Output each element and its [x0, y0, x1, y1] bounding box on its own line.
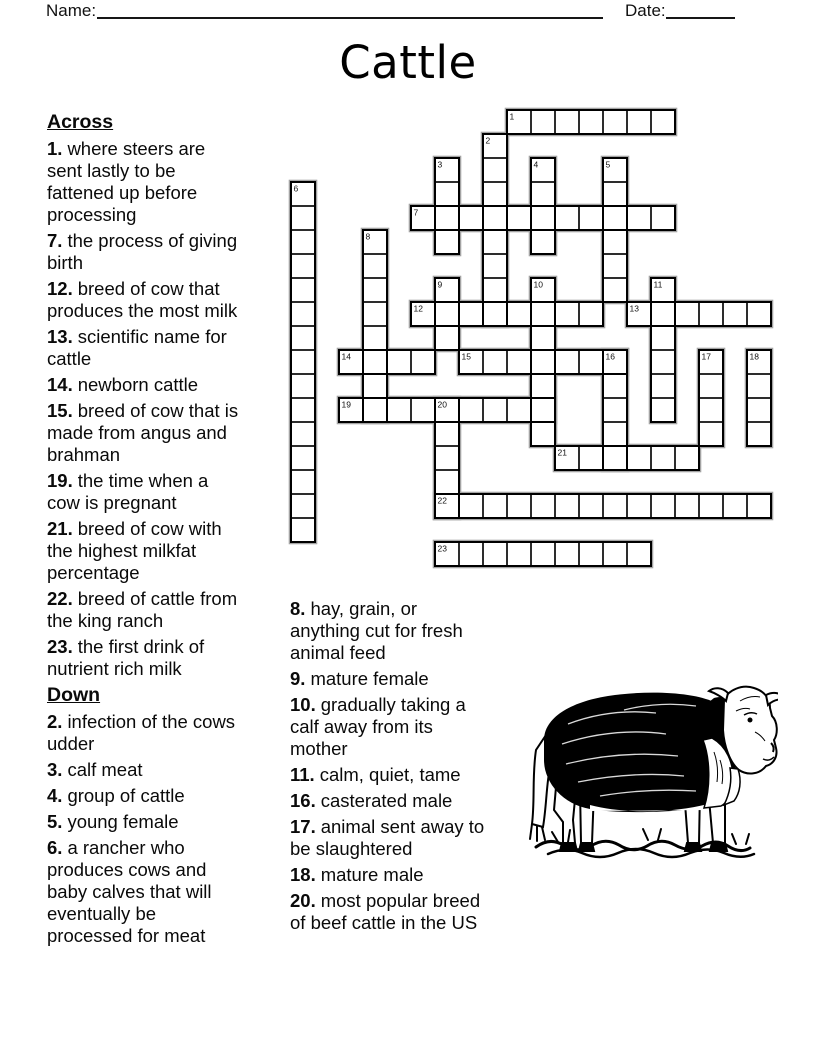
- grid-cell: [651, 302, 675, 326]
- grid-cell: [699, 494, 723, 518]
- clue-text: calm, quiet, tame: [319, 764, 461, 785]
- grid-cell: [507, 206, 531, 230]
- date-blank-line: [666, 17, 735, 19]
- grid-cell: [651, 374, 675, 398]
- grid-cell: [483, 206, 507, 230]
- grid-cell: [579, 542, 603, 566]
- clue-20: [290, 890, 486, 934]
- grid-number-20: 20: [437, 399, 447, 410]
- grid-cell: [291, 302, 315, 326]
- clue-text: the process of giving birth: [47, 230, 238, 273]
- grid-cell: [459, 302, 483, 326]
- grid-cell: [291, 254, 315, 278]
- grid-cell: [651, 206, 675, 230]
- clue-number: 15.: [47, 400, 73, 421]
- clue-number: 8.: [290, 598, 306, 619]
- grid-cell: [507, 398, 531, 422]
- clue-number: 1.: [47, 138, 63, 159]
- grid-cell: [579, 302, 603, 326]
- clue-5: [47, 811, 243, 833]
- grid-cell: [555, 542, 579, 566]
- grid-cell: [747, 494, 771, 518]
- grid-cell: [603, 374, 627, 398]
- clue-number: 12.: [47, 278, 73, 299]
- grid-cell: [483, 398, 507, 422]
- grid-cell: [603, 542, 627, 566]
- grid-cell: [555, 206, 579, 230]
- clue-number: 18.: [290, 864, 316, 885]
- grid-cell: [483, 158, 507, 182]
- clue-number: 9.: [290, 668, 306, 689]
- clue-text: breed of cow with the highest milkfat percentage: [47, 518, 222, 583]
- grid-cell: [435, 182, 459, 206]
- grid-cell: [483, 254, 507, 278]
- grid-number-2: 2: [485, 135, 491, 146]
- grid-cell: [531, 302, 555, 326]
- clue-number: 14.: [47, 374, 73, 395]
- grid-cell: [363, 302, 387, 326]
- clue-text: most popular breed of beef cattle in the US: [290, 890, 481, 933]
- clue-text: young female: [67, 811, 179, 832]
- clue-text: animal sent away to be slaughtered: [290, 816, 485, 859]
- clue-15: [47, 400, 243, 466]
- grid-cell: [435, 422, 459, 446]
- clue-text: casterated male: [320, 790, 453, 811]
- grid-cell: [555, 494, 579, 518]
- grid-cell: [603, 110, 627, 134]
- grid-cell: [675, 446, 699, 470]
- clue-11: [290, 764, 486, 786]
- cow-illustration: [528, 682, 778, 867]
- clue-number: 4.: [47, 785, 63, 806]
- grid-cell: [603, 230, 627, 254]
- clue-7: [47, 230, 243, 274]
- grid-cell: [555, 110, 579, 134]
- clue-number: 11.: [290, 764, 315, 785]
- grid-cell: [435, 230, 459, 254]
- grid-number-10: 10: [533, 279, 543, 290]
- grid-number-3: 3: [437, 159, 443, 170]
- grid-cell: [531, 230, 555, 254]
- grid-cell: [531, 494, 555, 518]
- grid-cell: [651, 350, 675, 374]
- grid-cell: [699, 374, 723, 398]
- grid-cell: [507, 542, 531, 566]
- grid-cell: [483, 182, 507, 206]
- grid-cell: [579, 206, 603, 230]
- clue-number: 10.: [290, 694, 316, 715]
- grid-cell: [363, 398, 387, 422]
- grid-cell: [627, 206, 651, 230]
- clue-text: calf meat: [67, 759, 143, 780]
- grid-cell: [531, 182, 555, 206]
- grid-cell: [627, 494, 651, 518]
- grid-cell: [483, 542, 507, 566]
- across-heading: Across: [47, 111, 114, 133]
- clue-number: 21.: [47, 518, 73, 539]
- clue-number: 13.: [47, 326, 73, 347]
- grid-cell: [603, 254, 627, 278]
- across-clue-list: [47, 138, 243, 680]
- clue-23: [47, 636, 243, 680]
- clue-2: [47, 711, 243, 755]
- grid-cell: [699, 422, 723, 446]
- grid-cell: [363, 278, 387, 302]
- grid-cell: [459, 398, 483, 422]
- grid-cell: [579, 350, 603, 374]
- grid-cell: [627, 446, 651, 470]
- grid-cell: [675, 302, 699, 326]
- grid-cell: [291, 374, 315, 398]
- clue-16: [290, 790, 486, 812]
- grid-number-11: 11: [653, 279, 663, 290]
- grid-cell: [603, 446, 627, 470]
- grid-cell: [531, 422, 555, 446]
- grid-cell: [435, 206, 459, 230]
- grid-cell: [291, 422, 315, 446]
- grid-cell: [651, 446, 675, 470]
- clue-text: group of cattle: [67, 785, 185, 806]
- grid-number-8: 8: [365, 231, 371, 242]
- clue-number: 23.: [47, 636, 73, 657]
- clue-1: [47, 138, 243, 226]
- grid-number-22: 22: [437, 495, 447, 506]
- grid-number-18: 18: [749, 351, 759, 362]
- clue-number: 6.: [47, 837, 63, 858]
- clue-text: gradually taking a calf away from its mother: [290, 694, 466, 759]
- clue-13: [47, 326, 243, 370]
- clue-number: 16.: [290, 790, 316, 811]
- grid-cell: [603, 182, 627, 206]
- grid-cell: [555, 350, 579, 374]
- grid-cell: [459, 542, 483, 566]
- grid-cell: [291, 446, 315, 470]
- grid-cell: [387, 350, 411, 374]
- grid-cell: [531, 206, 555, 230]
- grid-cell: [411, 398, 435, 422]
- grid-number-19: 19: [341, 399, 351, 410]
- grid-cell: [435, 326, 459, 350]
- grid-number-4: 4: [533, 159, 539, 170]
- grid-cell: [363, 326, 387, 350]
- grid-cell: [651, 398, 675, 422]
- grid-cell: [459, 494, 483, 518]
- clue-number: 22.: [47, 588, 73, 609]
- clue-number: 19.: [47, 470, 73, 491]
- grid-cell: [579, 110, 603, 134]
- grid-cell: [291, 230, 315, 254]
- clue-number: 7.: [47, 230, 63, 251]
- clue-4: [47, 785, 243, 807]
- grid-cell: [531, 374, 555, 398]
- clue-9: [290, 668, 486, 690]
- grid-cell: [435, 446, 459, 470]
- clue-text: scientific name for cattle: [47, 326, 227, 369]
- grid-cell: [603, 398, 627, 422]
- grid-number-7: 7: [413, 207, 419, 218]
- grid-cell: [699, 398, 723, 422]
- clue-17: [290, 816, 486, 860]
- grid-number-17: 17: [701, 351, 711, 362]
- grid-cell: [291, 494, 315, 518]
- name-label: Name:: [46, 1, 97, 20]
- grid-cell: [291, 350, 315, 374]
- grid-cell: [291, 470, 315, 494]
- clue-8: [290, 598, 486, 664]
- grid-number-15: 15: [461, 351, 471, 362]
- clue-text: hay, grain, or anything cut for fresh animal feed: [290, 598, 463, 663]
- grid-cell: [483, 350, 507, 374]
- grid-cell: [579, 494, 603, 518]
- clue-text: infection of the cows udder: [47, 711, 236, 754]
- grid-cell: [291, 398, 315, 422]
- clue-text: breed of cattle from the king ranch: [47, 588, 238, 631]
- clue-22: [47, 588, 243, 632]
- clue-text: the time when a cow is pregnant: [47, 470, 209, 513]
- grid-cell: [387, 398, 411, 422]
- name-blank-line: [97, 17, 603, 19]
- grid-cell: [363, 254, 387, 278]
- clue-text: breed of cow that is made from angus and brahman: [47, 400, 239, 465]
- grid-cell: [531, 326, 555, 350]
- grid-cell: [651, 494, 675, 518]
- grid-cell: [531, 110, 555, 134]
- grid-cell: [507, 494, 531, 518]
- cow-body: [544, 693, 735, 813]
- grid-cell: [291, 518, 315, 542]
- clue-19: [47, 470, 243, 514]
- grid-cell: [675, 494, 699, 518]
- grid-cell: [435, 470, 459, 494]
- clue-number: 5.: [47, 811, 63, 832]
- clue-text: where steers are sent lastly to be fattened up before processing: [47, 138, 206, 225]
- grid-cell: [747, 422, 771, 446]
- grid-number-13: 13: [629, 303, 639, 314]
- date-label: Date:: [625, 1, 666, 20]
- grid-cell: [483, 278, 507, 302]
- grid-cell: [651, 110, 675, 134]
- clue-10: [290, 694, 486, 760]
- down-clue-list-left: [47, 711, 243, 947]
- grid-cell: [363, 374, 387, 398]
- grid-number-9: 9: [437, 279, 443, 290]
- clue-14: [47, 374, 243, 396]
- grid-cell: [291, 206, 315, 230]
- grid-cell: [747, 374, 771, 398]
- clue-text: mature male: [320, 864, 424, 885]
- clue-12: [47, 278, 243, 322]
- grid-cell: [483, 230, 507, 254]
- clue-text: mature female: [310, 668, 429, 689]
- grid-cell: [723, 302, 747, 326]
- grid-cell: [483, 494, 507, 518]
- grid-cell: [627, 110, 651, 134]
- grid-cell: [411, 350, 435, 374]
- grid-number-21: 21: [557, 447, 567, 458]
- clue-21: [47, 518, 243, 584]
- clues-middle-column: [290, 598, 486, 938]
- crossword-grid: [288, 107, 774, 569]
- clue-text: breed of cow that produces the most milk: [47, 278, 238, 321]
- grid-number-12: 12: [413, 303, 423, 314]
- clue-18: [290, 864, 486, 886]
- clue-6: [47, 837, 243, 947]
- grid-cell: [603, 206, 627, 230]
- clue-text: the first drink of nutrient rich milk: [47, 636, 205, 679]
- grid-cell: [507, 302, 531, 326]
- grid-cell: [699, 302, 723, 326]
- grid-cell: [747, 302, 771, 326]
- grid-cell: [603, 494, 627, 518]
- grid-cell: [291, 278, 315, 302]
- grid-cell: [651, 326, 675, 350]
- grid-number-1: 1: [509, 111, 515, 122]
- grid-cell: [723, 494, 747, 518]
- page-title: Cattle: [339, 36, 477, 89]
- down-clue-list-right: [290, 598, 486, 934]
- clue-3: [47, 759, 243, 781]
- grid-cell: [507, 350, 531, 374]
- grid-cell: [483, 302, 507, 326]
- grid-cell: [435, 302, 459, 326]
- grid-number-23: 23: [437, 543, 447, 554]
- grid-number-16: 16: [605, 351, 615, 362]
- grid-number-6: 6: [293, 183, 299, 194]
- grid-cell: [291, 326, 315, 350]
- grid-cell: [603, 422, 627, 446]
- grid-number-14: 14: [341, 351, 351, 362]
- clue-number: 17.: [290, 816, 316, 837]
- grid-cell: [531, 398, 555, 422]
- clue-number: 20.: [290, 890, 316, 911]
- grid-cell: [747, 398, 771, 422]
- grid-cell: [531, 350, 555, 374]
- grid-cell: [579, 446, 603, 470]
- clue-text: newborn cattle: [77, 374, 199, 395]
- grid-cell: [555, 302, 579, 326]
- clue-number: 2.: [47, 711, 63, 732]
- grid-cell: [531, 542, 555, 566]
- grid-cell: [603, 278, 627, 302]
- clue-text: a rancher who produces cows and baby calves that will eventually be processed for meat: [47, 837, 212, 946]
- grid-cell: [627, 542, 651, 566]
- clues-left-column: [47, 111, 243, 951]
- clue-number: 3.: [47, 759, 63, 780]
- grid-cell: [363, 350, 387, 374]
- grid-number-5: 5: [605, 159, 611, 170]
- down-heading: Down: [47, 684, 101, 706]
- grid-cell: [459, 206, 483, 230]
